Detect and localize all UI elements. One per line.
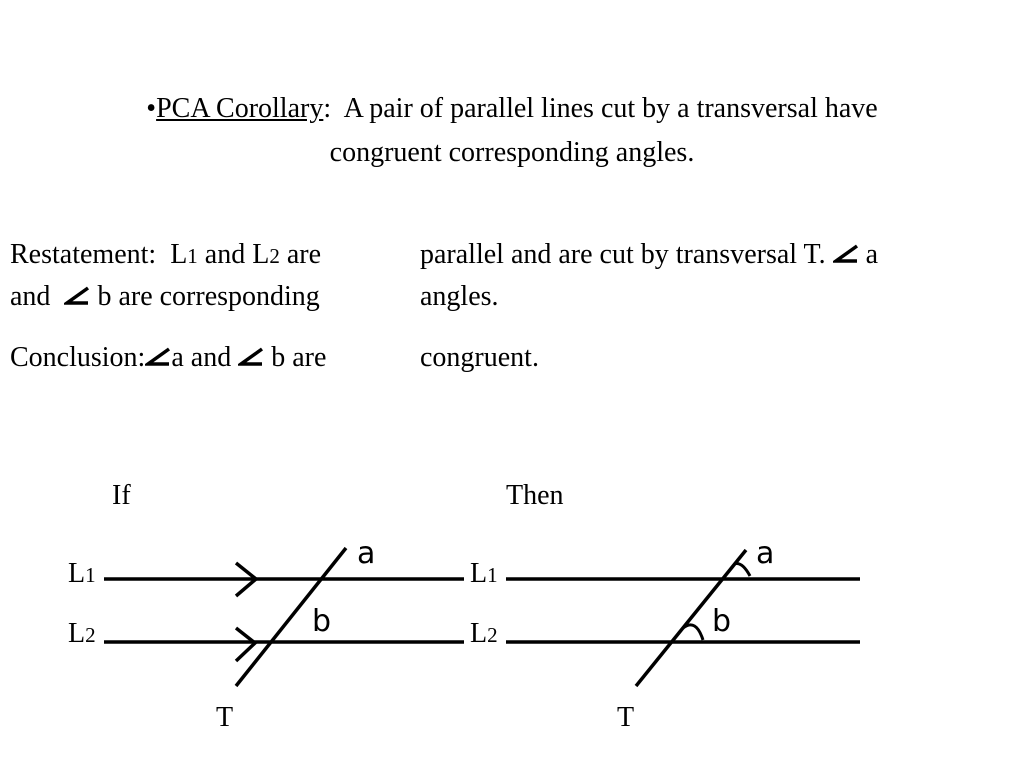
then-angle-a-label: a: [756, 536, 775, 571]
L-letter: L: [252, 239, 270, 270]
if-parallel-arrow-2: [236, 628, 255, 661]
angle-a-label: a: [865, 239, 878, 270]
then-label: Then: [506, 480, 564, 511]
angles-word: angles.: [420, 281, 499, 312]
are-word: are: [286, 239, 322, 270]
restatement-text: parallel and are cut by transversal T.: [420, 239, 826, 270]
then-angle-b-label: b: [712, 604, 732, 639]
bullet: •: [146, 93, 157, 124]
subscript-1: 1: [187, 244, 198, 268]
corollary-term: PCA Corollary: [156, 93, 324, 124]
restatement-label: Restatement:: [10, 239, 157, 270]
L-letter: L: [470, 618, 488, 649]
congruent-word: congruent.: [420, 342, 539, 373]
subscript-2: 2: [85, 623, 96, 647]
if-diagram: [104, 548, 464, 686]
and-word: and: [10, 281, 51, 312]
L-letter: L: [170, 239, 188, 270]
subscript-1: 1: [85, 563, 96, 587]
then-diagram: [506, 550, 860, 686]
L-letter: L: [68, 618, 86, 649]
L-letter: L: [470, 558, 488, 589]
colon: :: [323, 93, 332, 124]
L-letter: L: [68, 558, 86, 589]
angle-a-and: a and: [171, 342, 232, 373]
then-angle-a-arc: [734, 564, 750, 577]
subscript-1: 1: [487, 563, 498, 587]
subscript-2: 2: [269, 244, 280, 268]
angle-b-are: b are: [271, 342, 327, 373]
angle-b-corresponding: b are corresponding: [97, 281, 320, 312]
if-angle-b-label: b: [312, 604, 332, 639]
and-word: and: [204, 239, 246, 270]
subscript-2: 2: [487, 623, 498, 647]
title-statement: A pair of parallel lines cut by a transversal have: [343, 93, 878, 124]
title-statement-cont: congruent corresponding angles.: [329, 137, 695, 168]
if-transversal-T: [236, 548, 346, 686]
if-label: If: [112, 480, 131, 511]
then-transversal-T: [636, 550, 746, 686]
then-T-label: T: [617, 702, 635, 733]
conclusion-label: Conclusion:: [10, 342, 146, 373]
if-T-label: T: [216, 702, 234, 733]
then-angle-b-arc: [683, 625, 703, 640]
if-angle-a-label: a: [357, 536, 376, 571]
